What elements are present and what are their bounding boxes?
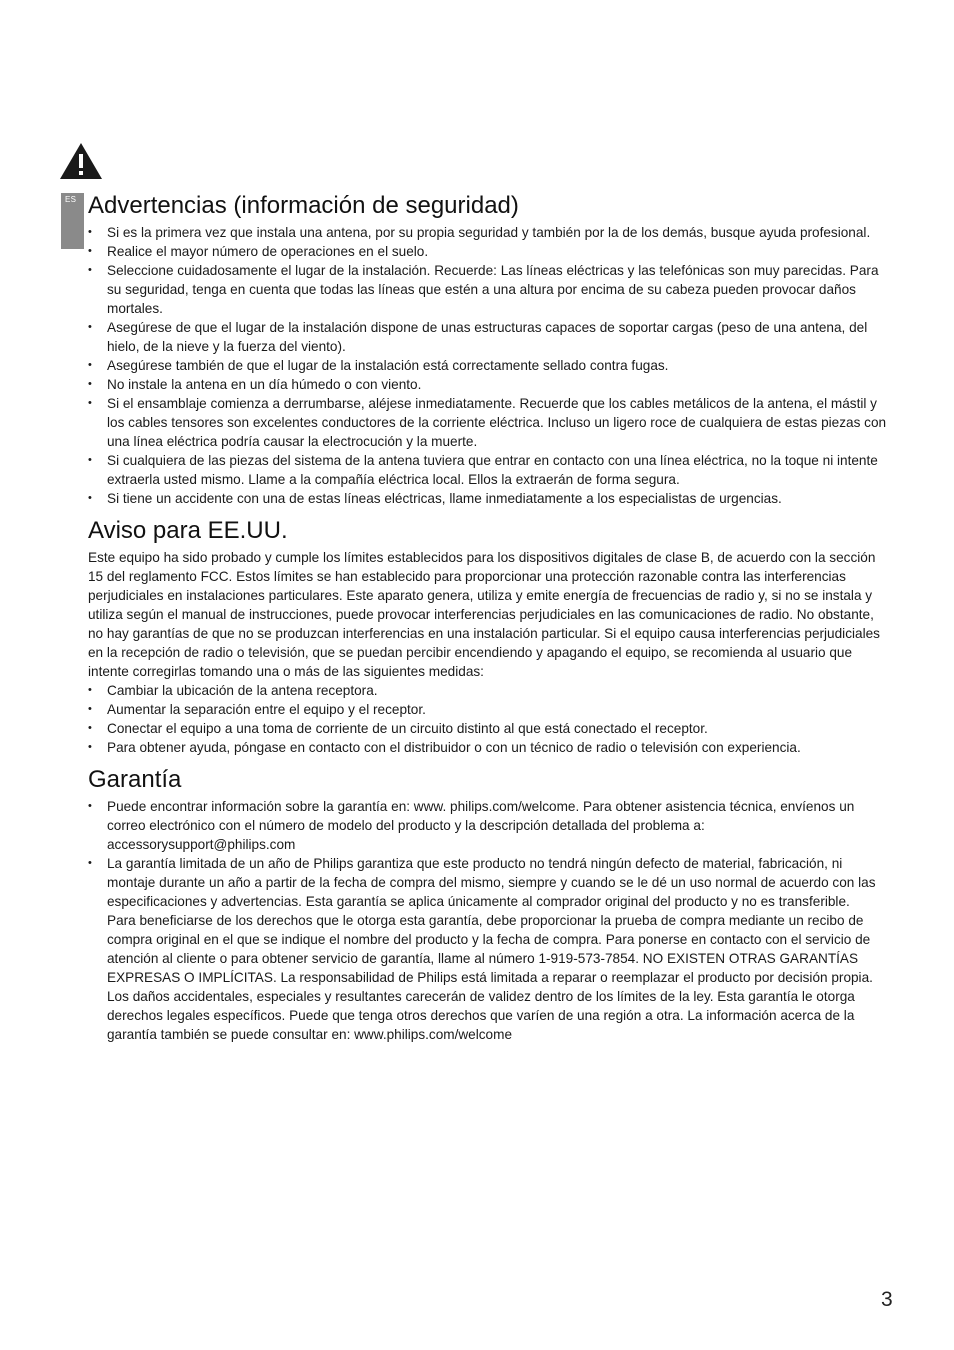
list-item: • Aumentar la separación entre el equipo y el receptor. — [88, 700, 888, 719]
list-item: • Si tiene un accidente con una de estas líneas eléctricas, llame inmediatamente a los especialistas de urgencias. — [88, 489, 888, 508]
warranty-list — [88, 797, 888, 1044]
list-item: • Asegúrese de que el lugar de la instalación dispone de unas estructuras capaces de soportar cargas (peso de una antena, del hielo, de la nieve y la fuerza del viento). — [88, 318, 888, 356]
usa-section — [88, 516, 888, 757]
warranty-claims-text: Para beneficiarse de los derechos que le otorga esta garantía, debe proporcionar la prueba de compra mediante un recibo de compra original en el que se indique el nombre del producto y la fecha de compra. Para ponerse en contacto con el servicio de atención al cliente o para obtener servicio de garantía, llame al número 1-919-573-7854. NO EXISTEN OTRAS GARANTÍAS EXPRESAS O IMPLÍCITAS. La responsabilidad de Philips está limitada a reparar o reemplazar el producto por decisión propia. Los daños accidentales, especiales y resultantes carecerán de validez dentro de los límites de la ley. Esta garantía le otorga derechos legales específicos. Puede que tenga otros derechos que varíen de una región a otra. La información acerca de la garantía también se puede consultar en: www.philips.com/welcome — [107, 913, 873, 1042]
language-tab — [61, 193, 84, 249]
usa-heading: Aviso para EE.UU. — [88, 517, 288, 544]
warranty-section — [88, 765, 888, 1044]
page-number: 3 — [881, 1288, 893, 1311]
page-content — [88, 191, 888, 1044]
language-code: ES — [65, 195, 77, 204]
list-item: • Para obtener ayuda, póngase en contacto con el distribuidor o con un técnico de radio o televisión con experiencia. — [88, 738, 888, 757]
safety-list — [88, 223, 888, 508]
warning-icon — [59, 142, 103, 180]
list-item: • Si el ensamblaje comienza a derrumbarse, aléjese inmediatamente. Recuerde que los cables metálicos de la antena, el mástil y los cables tensores son excelentes conductores de la corriente eléctrica. Incluso un ligero roce de cualquiera de estas piezas con una línea eléctrica podría causar la electrocución y la muerte. — [88, 394, 888, 451]
list-item: • Si es la primera vez que instala una antena, por su propia seguridad y también por la de los demás, busque ayuda profesional. — [88, 223, 888, 242]
safety-section — [88, 191, 888, 508]
warranty-heading: Garantía — [88, 766, 182, 793]
usa-intro: Este equipo ha sido probado y cumple los límites establecidos para los dispositivos digitales de clase B, de acuerdo con la sección 15 del reglamento FCC. Estos límites se han establecido para proporcionar una protección razonable contra las interferencias perjudiciales en instalaciones particulares. Este aparato genera, utiliza y emite energía de frecuencias de radio y, si no se instala y utiliza según el manual de instrucciones, puede provocar interferencias perjudiciales en las comunicaciones de radio. No obstante, no hay garantías de que no se produzcan interferencias en una instalación particular. Si el equipo causa interferencias perjudiciales en la recepción de radio o televisión, que se puedan percibir encendiendo y apagando el equipo, se recomienda al usuario que intente corregirlas tomando una o más de las siguientes medidas: — [88, 550, 880, 679]
list-item: • Conectar el equipo a una toma de corriente de un circuito distinto al que está conectado el receptor. — [88, 719, 888, 738]
list-item: • Puede encontrar información sobre la garantía en: www. philips.com/welcome. Para obtener asistencia técnica, envíenos un correo electrónico con el número de modelo del producto y la descripción detallada del problema a: accessorysupport@philips.com — [88, 797, 888, 854]
list-item: • Asegúrese también de que el lugar de la instalación está correctamente sellado contra fugas. — [88, 356, 888, 375]
list-item: • No instale la antena en un día húmedo o con viento. — [88, 375, 888, 394]
list-item: • Seleccione cuidadosamente el lugar de la instalación. Recuerde: Las líneas eléctricas y las telefónicas son muy parecidas. Para su seguridad, tenga en cuenta que todas las líneas que estén a una altura por encima de su cabeza pueden provocar daños mortales. — [88, 261, 888, 318]
list-item: • Si cualquiera de las piezas del sistema de la antena tuviera que entrar en contacto con una línea eléctrica, no la toque ni intente extraerla usted mismo. Llame a la compañía eléctrica local. Ellos la extraerán de forma segura. — [88, 451, 888, 489]
warranty-limited-text: La garantía limitada de un año de Philips garantiza que este producto no tendrá ningún defecto de material, fabricación, ni montaje durante un año a partir de la fecha de compra del mismo, siempre y cuando se le dé un uso normal de acuerdo con las especificaciones y advertencias. Esta garantía se aplica únicamente al comprador original del producto y no es transferible. — [107, 856, 876, 909]
list-item: • Cambiar la ubicación de la antena receptora. — [88, 681, 888, 700]
list-item — [88, 854, 888, 1044]
safety-heading: Advertencias (información de seguridad) — [88, 192, 519, 219]
usa-list — [88, 681, 888, 757]
list-item: • Realice el mayor número de operaciones en el suelo. — [88, 242, 888, 261]
